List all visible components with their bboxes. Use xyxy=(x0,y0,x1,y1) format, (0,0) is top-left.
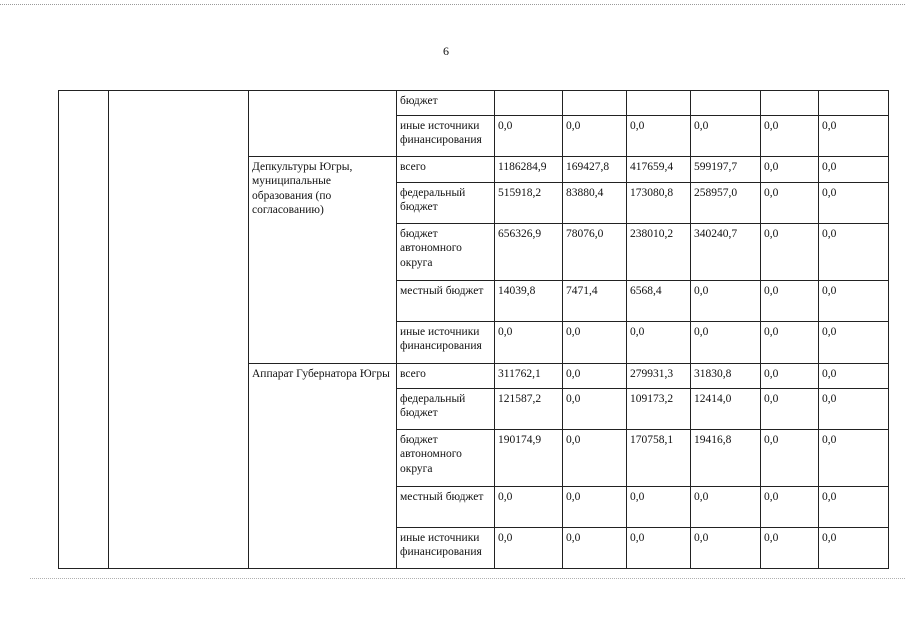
source-cell: бюджет xyxy=(397,91,495,116)
value-cell: 0,0 xyxy=(627,322,691,364)
executor-cell: Депкультуры Югры, муниципальные образования (по согласованию) xyxy=(249,157,397,364)
value-cell xyxy=(819,91,889,116)
executor-cell xyxy=(249,91,397,157)
source-cell: федеральный бюджет xyxy=(397,389,495,430)
value-cell: 0,0 xyxy=(691,116,761,157)
value-cell: 0,0 xyxy=(819,364,889,389)
value-cell: 0,0 xyxy=(761,364,819,389)
value-cell: 0,0 xyxy=(761,281,819,322)
value-cell: 0,0 xyxy=(819,224,889,281)
value-cell: 0,0 xyxy=(691,322,761,364)
value-cell: 0,0 xyxy=(761,116,819,157)
source-cell: местный бюджет xyxy=(397,487,495,528)
value-cell: 0,0 xyxy=(819,183,889,224)
value-cell: 238010,2 xyxy=(627,224,691,281)
source-cell: бюджет автономного округа xyxy=(397,430,495,487)
value-cell: 0,0 xyxy=(819,528,889,569)
value-cell xyxy=(761,91,819,116)
value-cell: 0,0 xyxy=(691,528,761,569)
value-cell: 12414,0 xyxy=(691,389,761,430)
value-cell: 121587,2 xyxy=(495,389,563,430)
number-cell xyxy=(59,91,109,569)
value-cell: 0,0 xyxy=(819,389,889,430)
value-cell: 0,0 xyxy=(819,281,889,322)
value-cell: 0,0 xyxy=(761,389,819,430)
value-cell: 109173,2 xyxy=(627,389,691,430)
source-cell: всего xyxy=(397,364,495,389)
value-cell: 0,0 xyxy=(691,281,761,322)
value-cell: 0,0 xyxy=(627,116,691,157)
value-cell: 340240,7 xyxy=(691,224,761,281)
value-cell: 599197,7 xyxy=(691,157,761,183)
value-cell: 0,0 xyxy=(819,157,889,183)
value-cell xyxy=(627,91,691,116)
value-cell: 0,0 xyxy=(761,430,819,487)
value-cell: 0,0 xyxy=(691,487,761,528)
value-cell: 0,0 xyxy=(761,183,819,224)
value-cell: 83880,4 xyxy=(563,183,627,224)
value-cell: 0,0 xyxy=(761,528,819,569)
source-cell: иные источники финансирования xyxy=(397,528,495,569)
scan-edge-top xyxy=(0,4,905,5)
value-cell: 0,0 xyxy=(563,389,627,430)
source-cell: федеральный бюджет xyxy=(397,183,495,224)
value-cell: 0,0 xyxy=(761,224,819,281)
value-cell: 1186284,9 xyxy=(495,157,563,183)
value-cell xyxy=(563,91,627,116)
value-cell: 0,0 xyxy=(563,430,627,487)
value-cell: 0,0 xyxy=(761,157,819,183)
value-cell: 417659,4 xyxy=(627,157,691,183)
value-cell: 0,0 xyxy=(495,487,563,528)
value-cell: 0,0 xyxy=(563,322,627,364)
value-cell: 170758,1 xyxy=(627,430,691,487)
value-cell: 0,0 xyxy=(627,528,691,569)
source-cell: всего xyxy=(397,157,495,183)
executor-cell: Аппарат Губернатора Югры xyxy=(249,364,397,569)
value-cell: 0,0 xyxy=(495,528,563,569)
table-row xyxy=(59,91,889,116)
source-cell: иные источники финансирования xyxy=(397,116,495,157)
value-cell: 14039,8 xyxy=(495,281,563,322)
scan-edge-bottom xyxy=(30,578,905,579)
value-cell: 0,0 xyxy=(819,430,889,487)
value-cell: 515918,2 xyxy=(495,183,563,224)
value-cell: 0,0 xyxy=(627,487,691,528)
value-cell: 190174,9 xyxy=(495,430,563,487)
funding-table xyxy=(58,90,889,569)
value-cell: 19416,8 xyxy=(691,430,761,487)
value-cell xyxy=(495,91,563,116)
value-cell: 0,0 xyxy=(819,116,889,157)
value-cell: 31830,8 xyxy=(691,364,761,389)
value-cell: 0,0 xyxy=(819,322,889,364)
value-cell: 78076,0 xyxy=(563,224,627,281)
measure-cell xyxy=(109,91,249,569)
value-cell: 7471,4 xyxy=(563,281,627,322)
source-cell: бюджет автономного округа xyxy=(397,224,495,281)
value-cell: 0,0 xyxy=(761,322,819,364)
value-cell: 0,0 xyxy=(495,116,563,157)
value-cell: 0,0 xyxy=(563,364,627,389)
value-cell: 0,0 xyxy=(563,487,627,528)
value-cell: 656326,9 xyxy=(495,224,563,281)
value-cell: 173080,8 xyxy=(627,183,691,224)
source-cell: местный бюджет xyxy=(397,281,495,322)
value-cell xyxy=(691,91,761,116)
value-cell: 258957,0 xyxy=(691,183,761,224)
value-cell: 6568,4 xyxy=(627,281,691,322)
value-cell: 169427,8 xyxy=(563,157,627,183)
value-cell: 279931,3 xyxy=(627,364,691,389)
value-cell: 311762,1 xyxy=(495,364,563,389)
source-cell: иные источники финансирования xyxy=(397,322,495,364)
value-cell: 0,0 xyxy=(495,322,563,364)
value-cell: 0,0 xyxy=(563,116,627,157)
value-cell: 0,0 xyxy=(563,528,627,569)
value-cell: 0,0 xyxy=(819,487,889,528)
value-cell: 0,0 xyxy=(761,487,819,528)
page-number: 6 xyxy=(443,44,449,58)
